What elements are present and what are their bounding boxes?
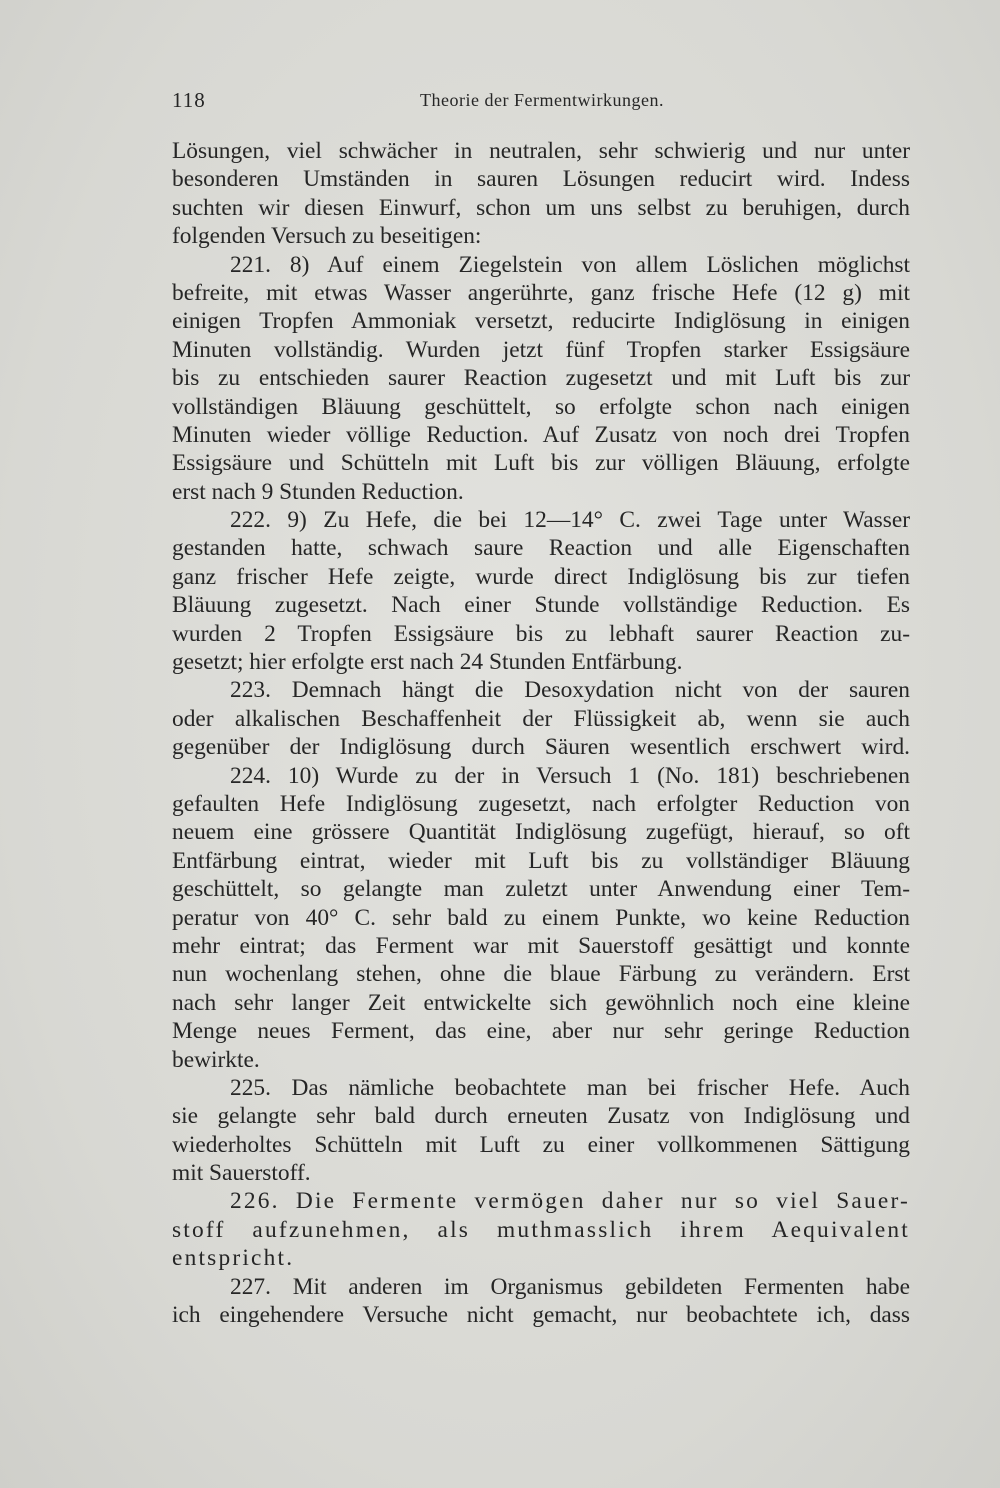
text-line: ganz frischer Hefe zeigte, wurde direct Indiglösung bis zur tiefen (172, 563, 910, 590)
text-line: gestanden hatte, schwach saure Reaction und alle Eigenschaften (172, 535, 910, 562)
text-line: 225. Das nämliche beobachtete man bei frischer Hefe. Auch (230, 1074, 910, 1101)
text-line: 223. Demnach hängt die Desoxydation nicht von der sauren (230, 677, 910, 704)
text-line: entspricht. (172, 1245, 295, 1272)
text-line: einigen Tropfen Ammoniak versetzt, reducirte Indiglösung in einigen (172, 308, 910, 335)
text-line: 224. 10) Wurde zu der in Versuch 1 (No. 181) beschriebenen (230, 762, 910, 789)
text-line: 221. 8) Auf einem Ziegelstein von allem Löslichen möglichst (230, 251, 910, 278)
running-head: Theorie der Fermentwirkungen. (420, 90, 664, 110)
text-line: Bläuung zugesetzt. Nach einer Stunde vollständige Reduction. Es (172, 592, 910, 619)
text-line: Minuten vollständig. Wurden jetzt fünf Tropfen starker Essigsäure (172, 336, 910, 363)
text-line: suchten wir diesen Einwurf, schon um uns selbst zu beruhigen, durch (172, 194, 910, 221)
text-line: Entfärbung eintrat, wieder mit Luft bis zu vollständiger Bläuung (172, 847, 910, 874)
text-line: mehr eintrat; das Ferment war mit Sauerstoff gesättigt und konnte (172, 932, 910, 959)
text-line: nach sehr langer Zeit entwickelte sich gewöhnlich noch eine kleine (172, 989, 910, 1016)
text-line: wurden 2 Tropfen Essigsäure bis zu lebhaft saurer Reaction zu- (172, 620, 910, 647)
text-line: stoff aufzunehmen, als muthmasslich ihrem Aequivalent (172, 1216, 910, 1243)
text-line: oder alkalischen Beschaffenheit der Flüssigkeit ab, wenn sie auch (172, 705, 910, 732)
text-line: bewirkte. (172, 1046, 260, 1073)
text-line: bis zu entschieden saurer Reaction zugesetzt und mit Luft bis zur (172, 365, 910, 392)
text-line: 226. Die Fermente vermögen daher nur so viel Sauer- (230, 1188, 910, 1215)
text-line: folgenden Versuch zu beseitigen: (172, 223, 482, 250)
text-line: vollständigen Bläuung geschüttelt, so erfolgte schon nach einigen (172, 393, 910, 420)
text-line: besonderen Umständen in sauren Lösungen reducirt wird. Indess (172, 166, 910, 193)
text-line: sie gelangte sehr bald durch erneuten Zusatz von Indiglösung und (172, 1103, 910, 1130)
text-line: Menge neues Ferment, das eine, aber nur sehr geringe Reduction (172, 1018, 910, 1045)
text-line: geschüttelt, so gelangte man zuletzt unter Anwendung einer Tem- (172, 876, 910, 903)
text-line: neuem eine grössere Quantität Indiglösung zugefügt, hierauf, so oft (172, 819, 910, 846)
text-line: gefaulten Hefe Indiglösung zugesetzt, nach erfolgter Reduction von (172, 790, 910, 817)
body-text (172, 137, 910, 1329)
text-line: peratur von 40° C. sehr bald zu einem Punkte, wo keine Reduction (172, 904, 910, 931)
text-line: 222. 9) Zu Hefe, die bei 12—14° C. zwei Tage unter Wasser (230, 507, 910, 534)
text-line: mit Sauerstoff. (172, 1160, 311, 1187)
text-line: nun wochenlang stehen, ohne die blaue Färbung zu verändern. Erst (172, 961, 910, 988)
text-line: gesetzt; hier erfolgte erst nach 24 Stunden Entfärbung. (172, 649, 683, 676)
text-line: erst nach 9 Stunden Reduction. (172, 478, 464, 505)
text-line: ich eingehendere Versuche nicht gemacht, nur beobachtete ich, dass (172, 1302, 910, 1329)
page-number: 118 (172, 88, 206, 112)
text-line: gegenüber der Indiglösung durch Säuren wesentlich erschwert wird. (172, 734, 910, 761)
text-line: 227. Mit anderen im Organismus gebildeten Fermenten habe (230, 1273, 910, 1300)
text-line: Essigsäure und Schütteln mit Luft bis zur völligen Bläuung, erfolgte (172, 450, 910, 477)
text-line: Minuten wieder völlige Reduction. Auf Zusatz von noch drei Tropfen (172, 421, 910, 448)
page-header (172, 88, 912, 118)
text-line: befreite, mit etwas Wasser angerührte, ganz frische Hefe (12 g) mit (172, 279, 910, 306)
text-line: Lösungen, viel schwächer in neutralen, sehr schwierig und nur unter (172, 138, 910, 164)
text-line: wiederholtes Schütteln mit Luft zu einer vollkommenen Sättigung (172, 1131, 910, 1158)
